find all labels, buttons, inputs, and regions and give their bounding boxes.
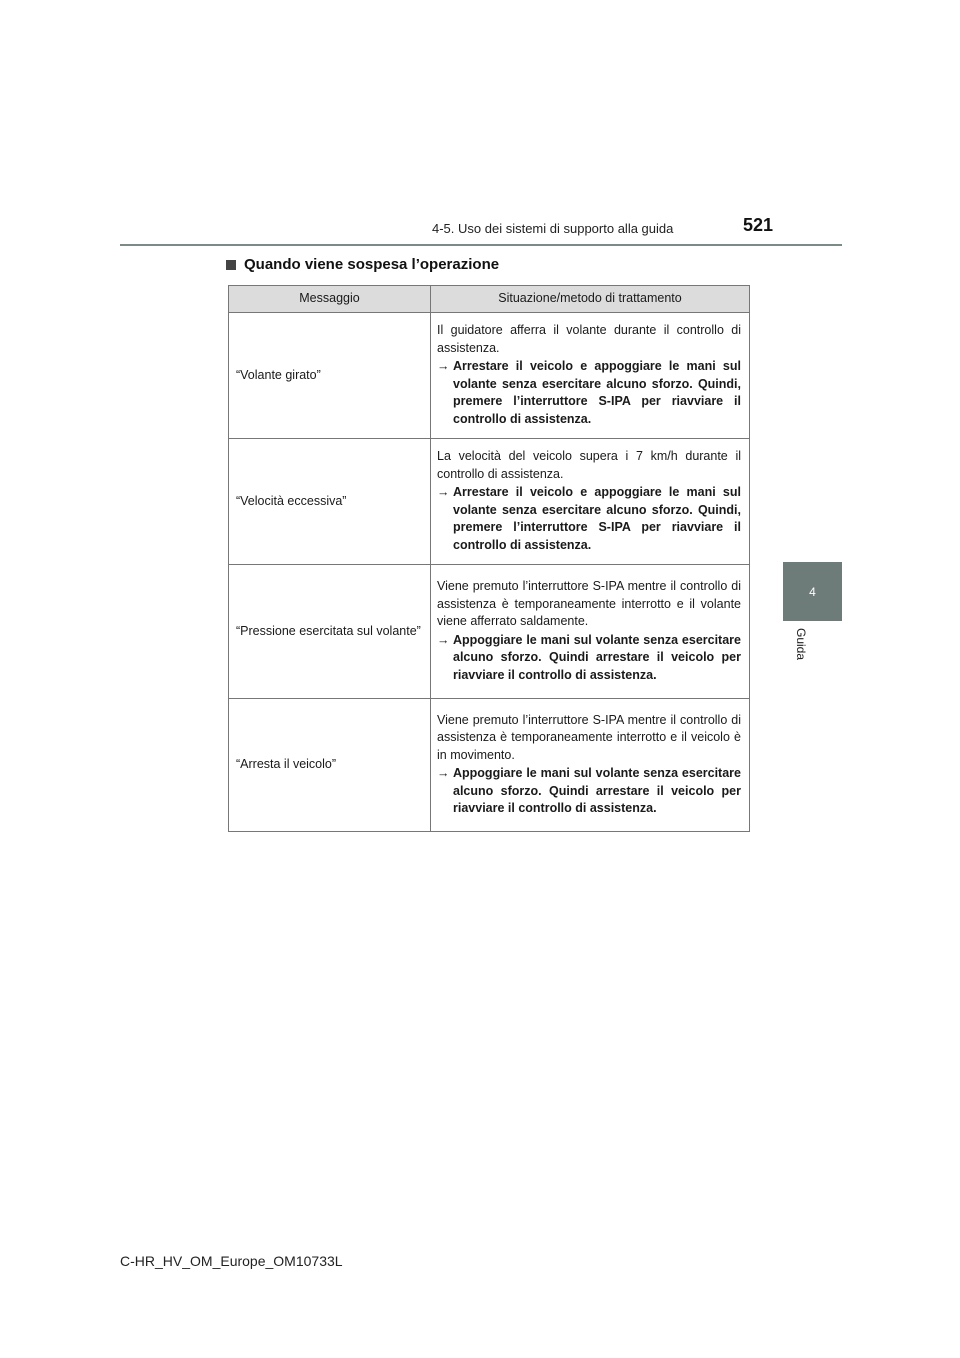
- message-table: [228, 285, 750, 832]
- message-cell: “Velocità eccessiva”: [229, 439, 431, 565]
- situation-text: La velocità del veicolo supera i 7 km/h durante il controllo di assistenza.: [437, 449, 741, 481]
- action-step: [437, 484, 741, 554]
- table-row: [229, 699, 750, 832]
- description-cell: [431, 699, 750, 832]
- table-row: [229, 439, 750, 565]
- chapter-label: Guida: [794, 628, 808, 661]
- action-step: [437, 632, 741, 685]
- chapter-number: 4: [809, 584, 816, 599]
- document-code: C-HR_HV_OM_Europe_OM10733L: [120, 1253, 343, 1269]
- description-cell: [431, 313, 750, 439]
- action-step: [437, 765, 741, 818]
- arrow-right-icon: →: [437, 632, 450, 647]
- page-number: 521: [743, 215, 774, 235]
- action-text: Arrestare il veicolo e appoggiare le mani sul volante senza esercitare alcuno sforzo. Quindi, premere l’interruttore S-IPA per riavviare il controllo di assistenza.: [453, 485, 741, 552]
- situation-text: Viene premuto l’interruttore S-IPA mentre il controllo di assistenza è temporaneamente interrotto e il veicolo è in movimento.: [437, 712, 741, 762]
- arrow-right-icon: →: [437, 485, 450, 499]
- description-cell: [431, 565, 750, 699]
- description-cell: [431, 439, 750, 565]
- arrow-right-icon: →: [437, 766, 450, 780]
- column-header-message: Messaggio: [229, 286, 431, 313]
- table-row: [229, 565, 750, 699]
- action-text: Appoggiare le mani sul volante senza esercitare alcuno sforzo. Quindi arrestare il veicolo per riavviare il controllo di assistenza.: [453, 632, 741, 682]
- chapter-tab: [783, 562, 842, 621]
- message-cell: “Arresta il veicolo”: [229, 699, 431, 832]
- header-divider: [120, 244, 842, 246]
- action-text: Arrestare il veicolo e appoggiare le mani sul volante senza esercitare alcuno sforzo. Quindi, premere l’interruttore S-IPA per riavviare il controllo di assistenza.: [453, 359, 741, 426]
- message-cell: “Pressione esercitata sul volante”: [229, 565, 431, 699]
- message-cell: “Volante girato”: [229, 313, 431, 439]
- header-section-title: 4-5. Uso dei sistemi di supporto alla guida: [432, 221, 674, 236]
- action-text: Appoggiare le mani sul volante senza esercitare alcuno sforzo. Quindi arrestare il veicolo per riavviare il controllo di assistenza.: [453, 766, 741, 815]
- table-row: [229, 313, 750, 439]
- square-bullet-icon: [226, 260, 236, 270]
- situation-text: Il guidatore afferra il volante durante il controllo di assistenza.: [437, 323, 741, 355]
- arrow-right-icon: →: [437, 359, 450, 373]
- action-step: [437, 358, 741, 428]
- table-header-row: [229, 286, 750, 313]
- section-heading: [226, 256, 499, 273]
- section-heading-text: Quando viene sospesa l’operazione: [244, 256, 500, 273]
- situation-text: Viene premuto l’interruttore S-IPA mentre il controllo di assistenza è temporaneamente interrotto e il volante viene afferrato saldamente.: [437, 579, 741, 628]
- column-header-situation: Situazione/metodo di trattamento: [431, 286, 750, 313]
